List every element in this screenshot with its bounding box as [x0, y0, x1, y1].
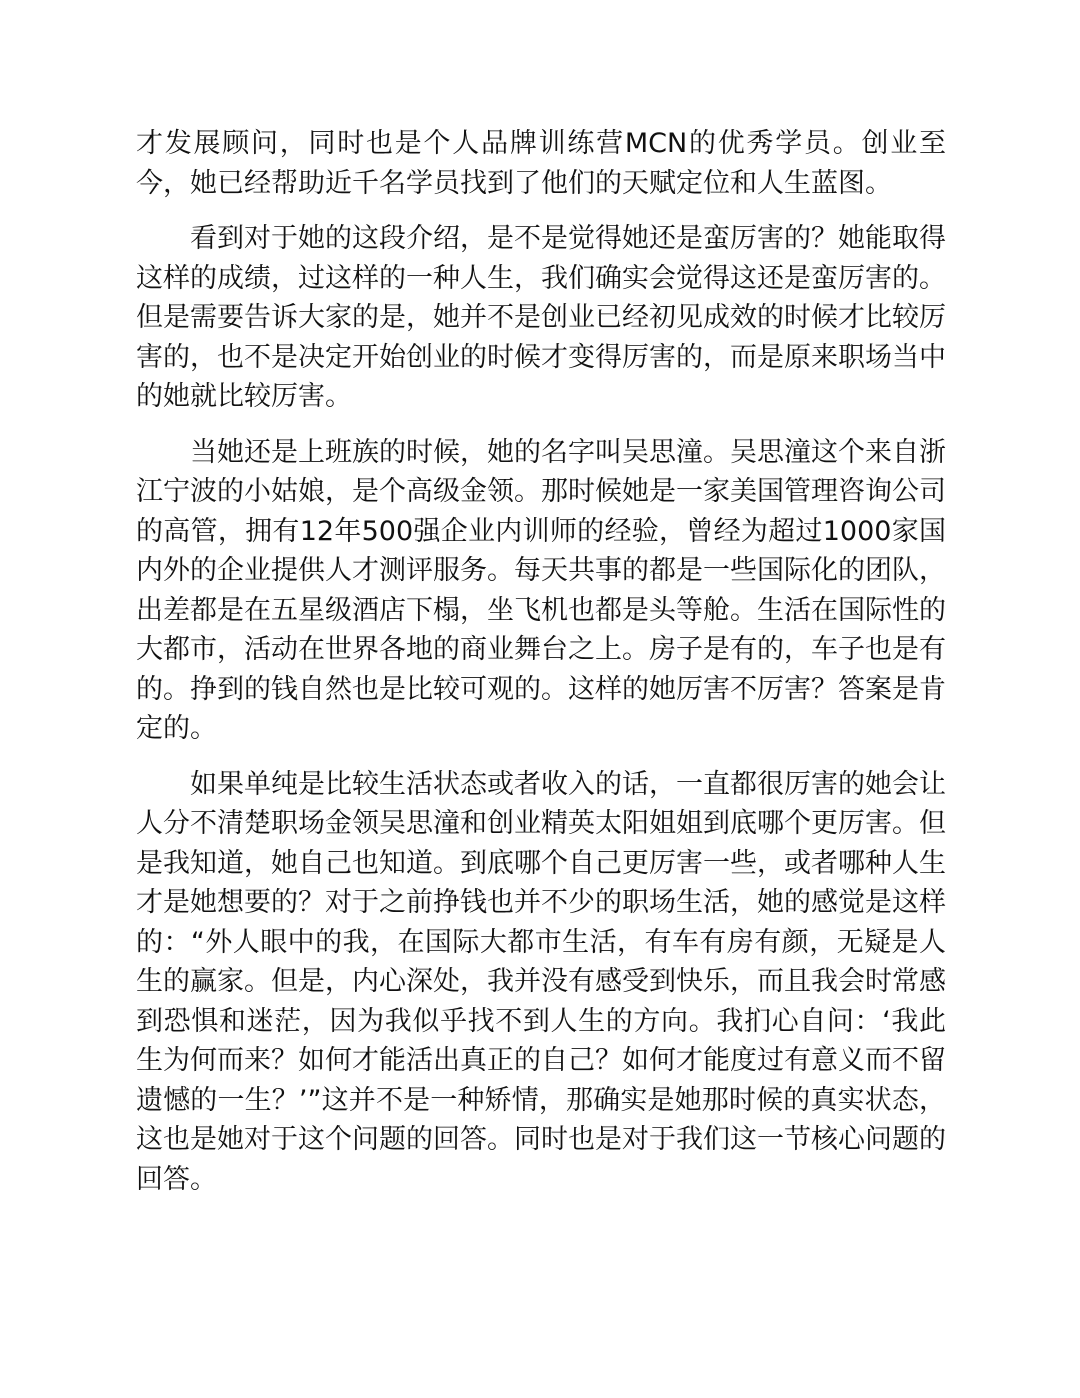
- paragraph-introduction-impression: 看到对于她的这段介绍，是不是觉得她还是蛮厉害的？她能取得这样的成绩，过这样的一种人生，我们确实会觉得这还是蛮厉害的。但是需要告诉大家的是，她并不是创业已经初见成效的时候才比较厉害的，也不是决定开始创业的时候才变得厉害的，而是原来职场当中的她就比较厉害。: [136, 223, 946, 412]
- paragraph-office-career: 当她还是上班族的时候，她的名字叫吴思潼。吴思潼这个来自浙江宁波的小姑娘，是个高级金领。那时候她是一家美国管理咨询公司的高管，拥有12年500强企业内训师的经验，曾经为超过1000家国内外的企业提供人才测评服务。每天共事的都是一些国际化的团队，出差都是在五星级酒店下榻，坐飞机也都是头等舱。生活在国际性的大都市，活动在世界各地的商业舞台之上。房子是有的，车子也是有的。挣到的钱自然也是比较可观的。这样的她厉害不厉害？答案是肯定的。: [136, 436, 946, 744]
- paragraph-continued: 才发展顾问，同时也是个人品牌训练营MCN的优秀学员。创业至今，她已经帮助近千名学员找到了他们的天赋定位和人生蓝图。: [136, 128, 946, 199]
- body-text: [136, 124, 946, 1215]
- paragraph-inner-feelings: 如果单纯是比较生活状态或者收入的话，一直都很厉害的她会让人分不清楚职场金领吴思潼和创业精英太阳姐姐到底哪个更厉害。但是我知道，她自己也知道。到底哪个自己更厉害一些，或者哪种人生才是她想要的？对于之前挣钱也并不少的职场生活，她的感觉是这样的：“外人眼中的我，在国际大都市生活，有车有房有颜，无疑是人生的赢家。但是，内心深处，我并没有感受到快乐，而且我会时常感到恐惧和迷茫，因为我似乎找不到人生的方向。我扪心自问：‘我此生为何而来？如何才能活出真正的自己？如何才能度过有意义而不留遗憾的一生？’”这并不是一种矫情，那确实是她那时候的真实状态，这也是她对于这个问题的回答。同时也是对于我们这一节核心问题的回答。: [136, 768, 946, 1195]
